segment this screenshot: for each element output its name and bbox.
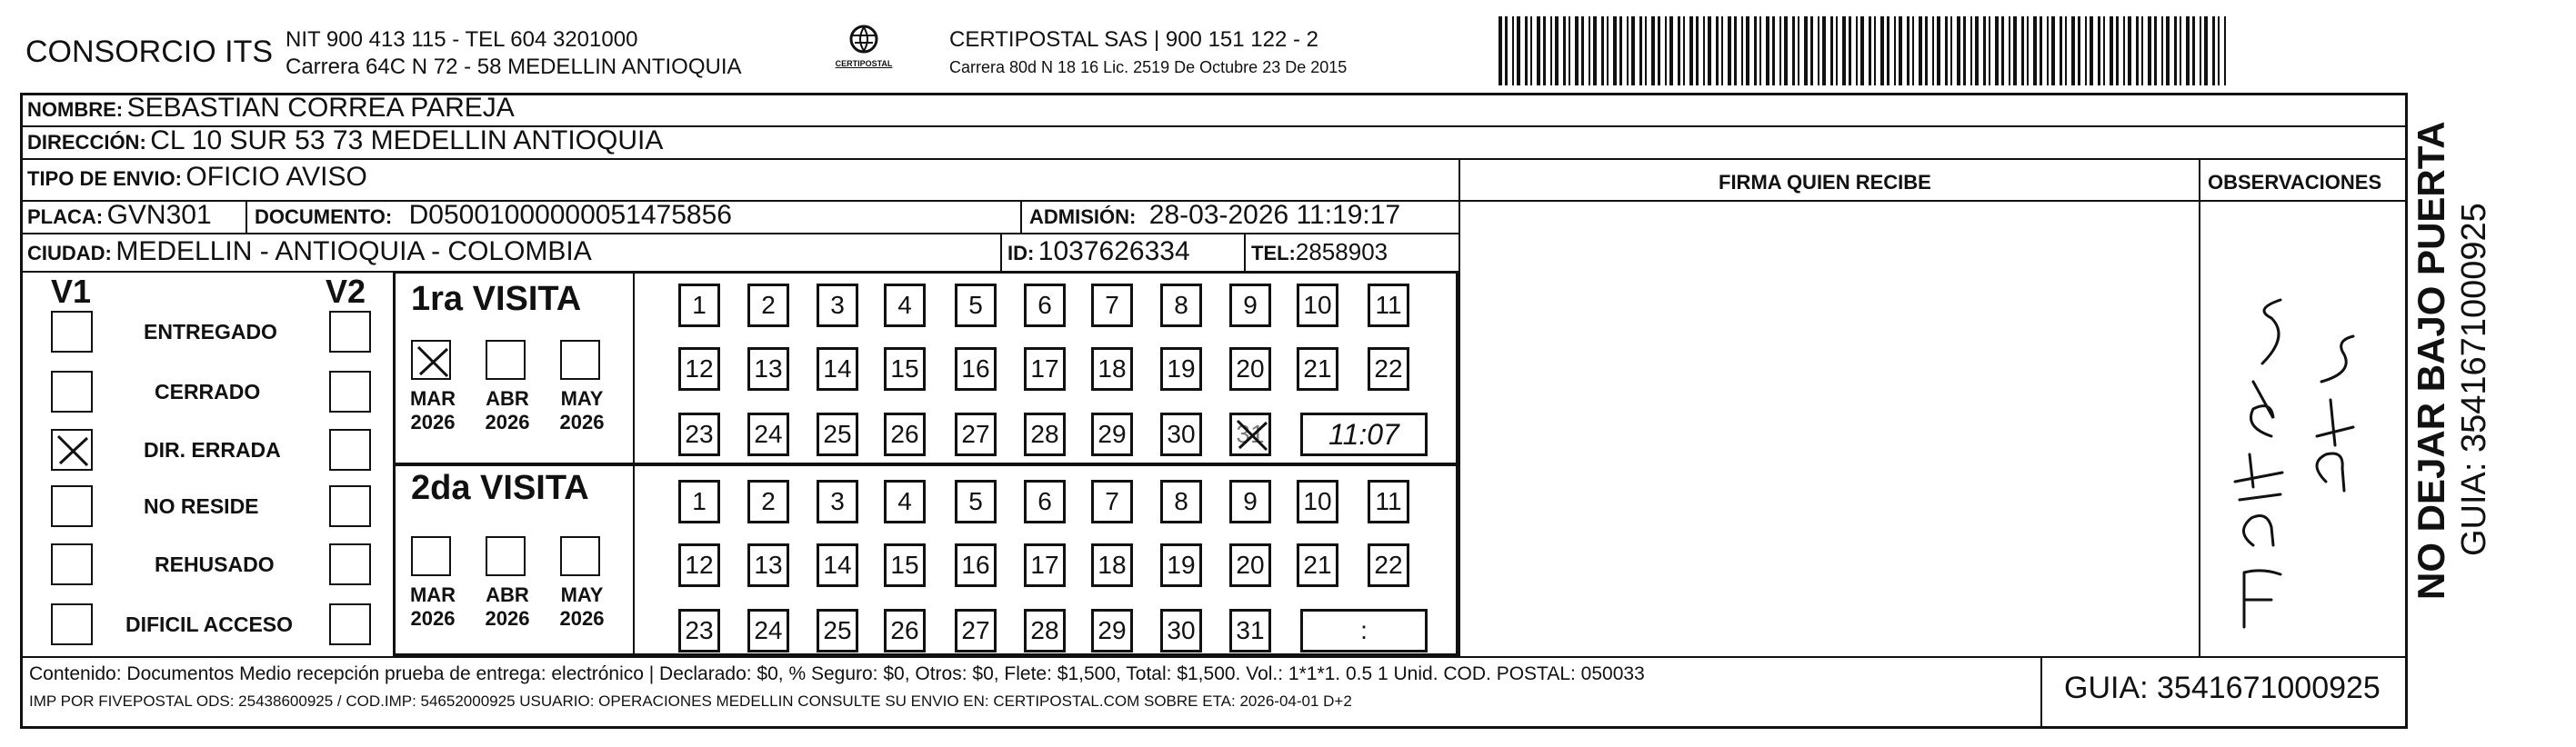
second-day-label-3: 3 bbox=[830, 487, 845, 515]
second-day-label-5: 5 bbox=[968, 487, 983, 515]
second-day-2[interactable] bbox=[747, 480, 789, 523]
first-day-27[interactable] bbox=[955, 413, 997, 456]
second-month-checkbox-1[interactable] bbox=[486, 536, 526, 576]
second-day-label-24: 24 bbox=[754, 616, 783, 644]
x-mark-icon bbox=[53, 431, 93, 471]
reason-label-4: REHUSADO bbox=[155, 553, 275, 576]
second-day-label-12: 12 bbox=[685, 551, 714, 579]
ciudad-value: MEDELLIN - ANTIOQUIA - COLOMBIA bbox=[115, 236, 592, 266]
v1-checkbox-3[interactable] bbox=[51, 485, 93, 527]
second-day-label-28: 28 bbox=[1030, 616, 1059, 644]
observaciones-header: OBSERVACIONES bbox=[2208, 171, 2382, 194]
first-day-label-29: 29 bbox=[1098, 420, 1127, 448]
first-day-19[interactable] bbox=[1160, 347, 1202, 391]
second-day-10[interactable] bbox=[1297, 480, 1338, 523]
first-day-22[interactable] bbox=[1368, 347, 1409, 391]
first-day-7[interactable] bbox=[1091, 284, 1133, 327]
footer-contenido: Contenido: Documentos Medio recepción prueba de entrega: electrónico | Declarado: $0, % Seguro: $0, Otros: $0, Flete: $1,500, Total: $1,500. Vol.: 1*1*1. 0.5 1 Unid. COD. POSTAL: 050033 bbox=[29, 663, 1645, 684]
admision-label: ADMISIÓN: bbox=[1029, 205, 1137, 228]
first-day-label-21: 21 bbox=[1303, 354, 1332, 383]
first-day-label-1: 1 bbox=[692, 291, 707, 319]
first-day-label-11: 11 bbox=[1375, 291, 1402, 319]
tel-label: TEL: bbox=[1251, 242, 1296, 264]
v2-checkbox-1[interactable] bbox=[329, 371, 371, 413]
first-day-13[interactable] bbox=[747, 347, 789, 391]
first-day-4[interactable] bbox=[884, 284, 926, 327]
second-day-label-15: 15 bbox=[890, 551, 919, 579]
certipostal-logo bbox=[827, 24, 900, 80]
v2-checkbox-0[interactable] bbox=[329, 311, 371, 353]
logo-text: CERTIPOSTAL bbox=[835, 59, 893, 68]
first-day-17[interactable] bbox=[1024, 347, 1066, 391]
first-day-label-12: 12 bbox=[685, 354, 714, 383]
first-month-year-0: 2026 bbox=[410, 411, 456, 433]
second-day-16[interactable] bbox=[955, 543, 997, 587]
v1-checkbox-5[interactable] bbox=[51, 603, 93, 645]
documento-label: DOCUMENTO: bbox=[255, 205, 393, 228]
second-day-14[interactable] bbox=[817, 543, 858, 587]
first-day-2[interactable] bbox=[747, 284, 789, 327]
first-day-label-15: 15 bbox=[890, 354, 919, 383]
second-day-7[interactable] bbox=[1091, 480, 1133, 523]
second-day-label-6: 6 bbox=[1037, 487, 1052, 515]
second-day-label-9: 9 bbox=[1243, 487, 1258, 515]
second-day-15[interactable] bbox=[884, 543, 926, 587]
second-day-label-23: 23 bbox=[685, 616, 714, 644]
first-day-label-24: 24 bbox=[754, 420, 783, 448]
second-day-label-7: 7 bbox=[1105, 487, 1119, 515]
direccion-label: DIRECCIÓN: bbox=[27, 131, 146, 154]
first-month-name-1: ABR bbox=[486, 387, 529, 410]
second-day-label-30: 30 bbox=[1167, 616, 1196, 644]
first-day-24[interactable] bbox=[747, 413, 789, 456]
second-day-3[interactable] bbox=[817, 480, 858, 523]
second-day-8[interactable] bbox=[1160, 480, 1202, 523]
second-day-19[interactable] bbox=[1160, 543, 1202, 587]
first-day-label-20: 20 bbox=[1236, 354, 1265, 383]
tipo-value: OFICIO AVISO bbox=[185, 162, 367, 192]
handwritten-observation bbox=[2217, 273, 2381, 645]
second-day-6[interactable] bbox=[1024, 480, 1066, 523]
first-month-checkbox-1[interactable] bbox=[486, 340, 526, 380]
second-day-31[interactable] bbox=[1229, 609, 1271, 652]
ciudad-label: CIUDAD: bbox=[27, 242, 112, 264]
first-day-28[interactable] bbox=[1024, 413, 1066, 456]
first-month-label-1 bbox=[480, 387, 535, 434]
second-day-label-2: 2 bbox=[761, 487, 776, 515]
side-warning bbox=[2410, 91, 2461, 600]
second-day-label-22: 22 bbox=[1374, 551, 1403, 579]
first-time-value: 11:07 bbox=[1328, 417, 1399, 451]
firma-header: FIRMA QUIEN RECIBE bbox=[1719, 171, 1931, 194]
second-day-label-26: 26 bbox=[890, 616, 919, 644]
first-day-label-8: 8 bbox=[1174, 291, 1188, 319]
second-month-year-1: 2026 bbox=[485, 607, 530, 630]
second-day-27[interactable] bbox=[955, 609, 997, 652]
placa-cell bbox=[27, 200, 212, 231]
second-visit-title: 2da VISITA bbox=[411, 469, 589, 507]
second-day-22[interactable] bbox=[1368, 543, 1409, 587]
side-guia bbox=[2455, 84, 2501, 556]
v1-header: V1 bbox=[51, 273, 92, 310]
v1-checkbox-4[interactable] bbox=[51, 543, 93, 585]
v1-checkbox-2[interactable] bbox=[51, 429, 93, 471]
first-day-3[interactable] bbox=[817, 284, 858, 327]
second-month-year-2: 2026 bbox=[559, 607, 605, 630]
first-month-label-2 bbox=[555, 387, 609, 434]
first-day-10[interactable] bbox=[1297, 284, 1338, 327]
second-day-label-10: 10 bbox=[1303, 487, 1332, 515]
second-day-11[interactable] bbox=[1368, 480, 1409, 523]
reason-label-0: ENTREGADO bbox=[144, 320, 277, 344]
nombre-label: NOMBRE: bbox=[27, 98, 124, 121]
nombre-row bbox=[27, 93, 515, 124]
second-day-label-16: 16 bbox=[961, 551, 990, 579]
second-time-value: : bbox=[1360, 616, 1368, 644]
second-day-29[interactable] bbox=[1091, 609, 1133, 652]
reason-label-2: DIR. ERRADA bbox=[144, 438, 281, 462]
second-month-label-1 bbox=[480, 583, 535, 631]
second-month-checkbox-0[interactable] bbox=[411, 536, 451, 576]
first-day-label-18: 18 bbox=[1098, 354, 1127, 383]
second-day-26[interactable] bbox=[884, 609, 926, 652]
first-month-name-2: MAY bbox=[560, 387, 604, 410]
second-time-field[interactable] bbox=[1300, 609, 1428, 652]
first-day-label-28: 28 bbox=[1030, 420, 1059, 448]
first-day-label-27: 27 bbox=[961, 420, 990, 448]
v1-checkbox-1[interactable] bbox=[51, 371, 93, 413]
second-month-name-0: MAR bbox=[409, 583, 456, 606]
second-month-checkbox-2[interactable] bbox=[560, 536, 600, 576]
first-day-9[interactable] bbox=[1229, 284, 1271, 327]
second-day-20[interactable] bbox=[1229, 543, 1271, 587]
first-month-year-2: 2026 bbox=[559, 411, 605, 433]
globe-icon bbox=[846, 24, 882, 55]
company-line-1: NIT 900 413 115 - TEL 604 3201000 bbox=[286, 27, 638, 52]
second-day-23[interactable] bbox=[678, 609, 720, 652]
tipo-row bbox=[27, 162, 367, 193]
admision-value: 28-03-2026 11:19:17 bbox=[1148, 200, 1401, 230]
v2-checkbox-2[interactable] bbox=[329, 429, 371, 471]
placa-label: PLACA: bbox=[27, 205, 104, 228]
id-label: ID: bbox=[1007, 242, 1035, 264]
first-day-label-marked: 31 bbox=[1236, 420, 1265, 448]
second-day-24[interactable] bbox=[747, 609, 789, 652]
tel-cell bbox=[1251, 238, 1388, 266]
first-time-field[interactable] bbox=[1300, 413, 1428, 456]
first-day-label-17: 17 bbox=[1030, 354, 1059, 383]
second-day-18[interactable] bbox=[1091, 543, 1133, 587]
second-day-label-11: 11 bbox=[1375, 487, 1402, 515]
first-day-label-26: 26 bbox=[890, 420, 919, 448]
first-visit-title: 1ra VISITA bbox=[411, 280, 582, 318]
second-day-label-17: 17 bbox=[1030, 551, 1059, 579]
second-day-12[interactable] bbox=[678, 543, 720, 587]
second-month-name-1: ABR bbox=[486, 583, 529, 606]
second-day-21[interactable] bbox=[1297, 543, 1338, 587]
first-day-label-9: 9 bbox=[1243, 291, 1258, 319]
second-day-label-14: 14 bbox=[823, 551, 852, 579]
first-month-name-0: MAR bbox=[409, 387, 456, 410]
second-day-label-13: 13 bbox=[754, 551, 783, 579]
first-day-25[interactable] bbox=[817, 413, 858, 456]
second-day-28[interactable] bbox=[1024, 609, 1066, 652]
carrier-line-2: Carrera 80d N 18 16 Lic. 2519 De Octubre 23 De 2015 bbox=[949, 58, 1348, 76]
second-day-label-8: 8 bbox=[1174, 487, 1188, 515]
first-day-label-6: 6 bbox=[1037, 291, 1052, 319]
second-day-label-19: 19 bbox=[1167, 551, 1196, 579]
first-day-15[interactable] bbox=[884, 347, 926, 391]
first-day-label-25: 25 bbox=[823, 420, 852, 448]
first-day-16[interactable] bbox=[955, 347, 997, 391]
v2-checkbox-5[interactable] bbox=[329, 603, 371, 645]
first-day-14[interactable] bbox=[817, 347, 858, 391]
tipo-label: TIPO DE ENVIO: bbox=[27, 167, 182, 190]
first-day-label-13: 13 bbox=[754, 354, 783, 383]
second-day-9[interactable] bbox=[1229, 480, 1271, 523]
first-day-12[interactable] bbox=[678, 347, 720, 391]
second-day-17[interactable] bbox=[1024, 543, 1066, 587]
second-day-label-18: 18 bbox=[1098, 551, 1127, 579]
nombre-value: SEBASTIAN CORREA PAREJA bbox=[126, 93, 515, 123]
first-day-label-23: 23 bbox=[685, 420, 714, 448]
ciudad-cell bbox=[27, 236, 592, 267]
first-month-checkbox-2[interactable] bbox=[560, 340, 600, 380]
first-day-20[interactable] bbox=[1229, 347, 1271, 391]
first-month-year-1: 2026 bbox=[485, 411, 530, 433]
carrier-line-1: CERTIPOSTAL SAS | 900 151 122 - 2 bbox=[949, 27, 1318, 52]
first-day-5[interactable] bbox=[955, 284, 997, 327]
company-name: CONSORCIO ITS bbox=[25, 35, 274, 69]
first-day-label-7: 7 bbox=[1105, 291, 1119, 319]
second-day-4[interactable] bbox=[884, 480, 926, 523]
first-day-label-22: 22 bbox=[1374, 354, 1403, 383]
first-day-23[interactable] bbox=[678, 413, 720, 456]
first-day-31-marked[interactable] bbox=[1229, 413, 1271, 456]
first-day-label-2: 2 bbox=[761, 291, 776, 319]
second-day-label-27: 27 bbox=[961, 616, 990, 644]
first-day-1[interactable] bbox=[678, 284, 720, 327]
v2-header: V2 bbox=[326, 273, 366, 310]
second-day-label-25: 25 bbox=[823, 616, 852, 644]
v2-checkbox-4[interactable] bbox=[329, 543, 371, 585]
first-month-label-0 bbox=[406, 387, 460, 434]
second-day-5[interactable] bbox=[955, 480, 997, 523]
direccion-row bbox=[27, 125, 663, 156]
first-month-checkbox-0[interactable] bbox=[411, 340, 451, 380]
v2-checkbox-3[interactable] bbox=[329, 485, 371, 527]
v1-checkbox-0[interactable] bbox=[51, 311, 93, 353]
first-day-11[interactable] bbox=[1368, 284, 1409, 327]
reason-label-5: DIFICIL ACCESO bbox=[125, 613, 294, 636]
side-guia-text: GUIA: 3541671000925 bbox=[2455, 203, 2493, 556]
second-day-label-29: 29 bbox=[1098, 616, 1127, 644]
second-day-30[interactable] bbox=[1160, 609, 1202, 652]
second-day-label-21: 21 bbox=[1303, 551, 1332, 579]
reason-label-3: NO RESIDE bbox=[144, 494, 259, 518]
first-day-18[interactable] bbox=[1091, 347, 1133, 391]
second-month-label-0 bbox=[406, 583, 460, 631]
first-day-21[interactable] bbox=[1297, 347, 1338, 391]
second-day-25[interactable] bbox=[817, 609, 858, 652]
placa-value: GVN301 bbox=[106, 200, 212, 230]
second-day-label-1: 1 bbox=[692, 487, 707, 515]
first-day-label-19: 19 bbox=[1167, 354, 1196, 383]
first-day-label-16: 16 bbox=[961, 354, 990, 383]
footer-imp: IMP POR FIVEPOSTAL ODS: 25438600925 / COD.IMP: 54652000925 USUARIO: OPERACIONES MEDELLIN CONSULTE SU ENVIO EN: CERTIPOSTAL.COM SOBRE ETA: 2026-04-01 D+2 bbox=[29, 692, 1352, 710]
admision-cell bbox=[1029, 200, 1400, 231]
x-mark-icon bbox=[1232, 415, 1272, 455]
first-day-29[interactable] bbox=[1091, 413, 1133, 456]
first-day-30[interactable] bbox=[1160, 413, 1202, 456]
barcode bbox=[1498, 16, 2226, 85]
first-day-label-4: 4 bbox=[897, 291, 912, 319]
side-warning-text: NO DEJAR BAJO PUERTA bbox=[2410, 121, 2452, 600]
second-day-1[interactable] bbox=[678, 480, 720, 523]
second-month-label-2 bbox=[555, 583, 609, 631]
footer-guia: GUIA: 3541671000925 bbox=[2064, 671, 2381, 705]
second-day-label-20: 20 bbox=[1236, 551, 1265, 579]
id-value: 1037626334 bbox=[1037, 236, 1190, 266]
second-day-label-31: 31 bbox=[1236, 616, 1265, 644]
second-month-year-0: 2026 bbox=[410, 607, 456, 630]
x-mark-icon bbox=[413, 342, 453, 382]
reason-label-1: CERRADO bbox=[155, 380, 261, 403]
documento-value: D05001000000051475856 bbox=[408, 200, 732, 230]
direccion-value: CL 10 SUR 53 73 MEDELLIN ANTIOQUIA bbox=[150, 125, 664, 155]
second-day-13[interactable] bbox=[747, 543, 789, 587]
company-line-2: Carrera 64C N 72 - 58 MEDELLIN ANTIOQUIA bbox=[286, 55, 742, 79]
first-day-26[interactable] bbox=[884, 413, 926, 456]
second-month-name-2: MAY bbox=[560, 583, 604, 606]
tel-value: 2858903 bbox=[1295, 238, 1388, 265]
first-day-6[interactable] bbox=[1024, 284, 1066, 327]
second-day-label-4: 4 bbox=[897, 487, 912, 515]
first-day-label-30: 30 bbox=[1167, 420, 1196, 448]
first-day-label-10: 10 bbox=[1303, 291, 1332, 319]
documento-cell bbox=[255, 200, 732, 231]
id-cell bbox=[1007, 236, 1190, 267]
first-day-label-5: 5 bbox=[968, 291, 983, 319]
first-day-label-14: 14 bbox=[823, 354, 852, 383]
first-day-label-3: 3 bbox=[830, 291, 845, 319]
first-day-8[interactable] bbox=[1160, 284, 1202, 327]
